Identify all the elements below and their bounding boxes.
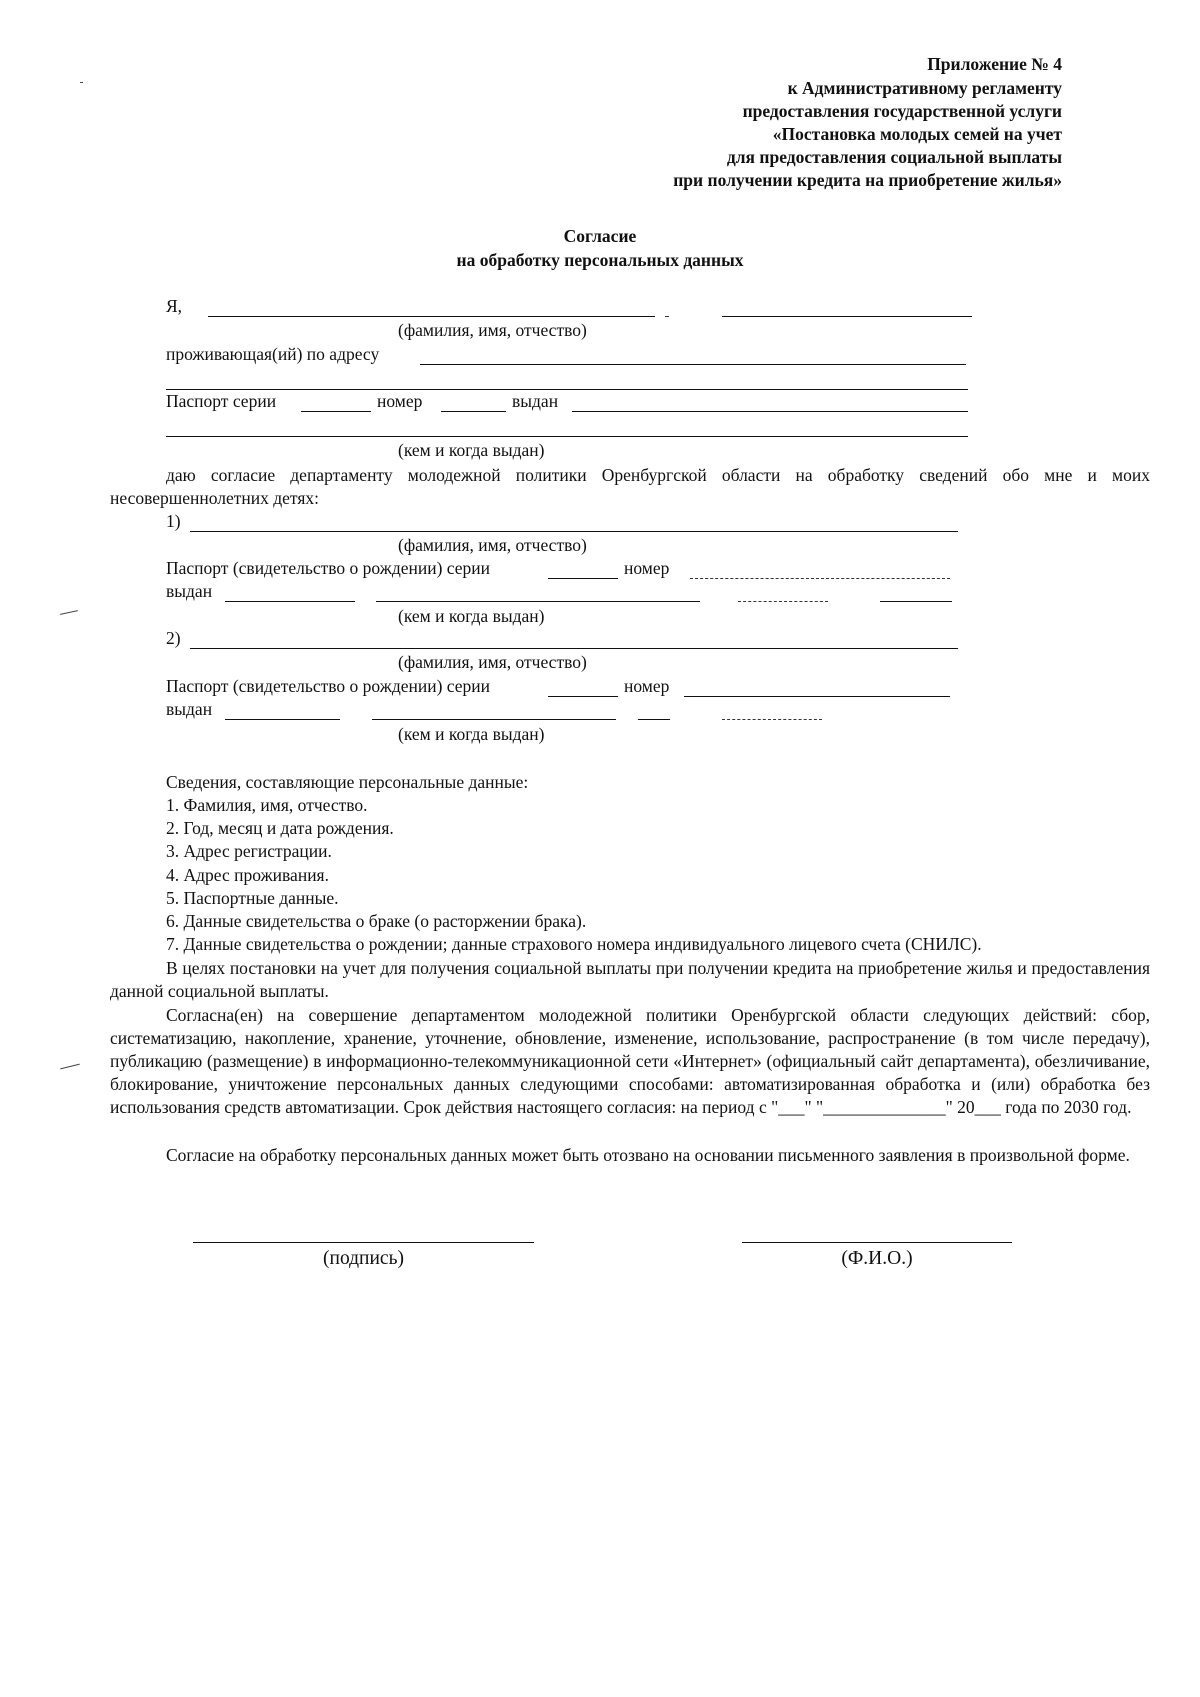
data-list-item: 4. Адрес проживания.: [166, 865, 329, 885]
scan-dash: [738, 601, 828, 602]
child-2-issued-caption: (кем и когда выдан): [398, 724, 545, 744]
child-2-issued-label: выдан: [166, 699, 213, 719]
applicant-fio-caption: (фамилия, имя, отчество): [398, 320, 587, 340]
signature-caption: (подпись): [323, 1248, 404, 1269]
child-1-issued-line-b[interactable]: [376, 601, 700, 602]
child-2-fio-caption: (фамилия, имя, отчество): [398, 652, 587, 672]
child-1-fio-line[interactable]: [190, 531, 958, 532]
data-list-item: 7. Данные свидетельства о рождении; данные страхового номера индивидуального лицевого счета (СНИЛС).: [166, 934, 982, 954]
passport-issued-label: выдан: [512, 391, 559, 411]
child-1-number: 1): [166, 511, 181, 531]
address-line[interactable]: [420, 364, 966, 365]
child-2-series-line[interactable]: [548, 696, 618, 697]
passport-series-line[interactable]: [301, 411, 371, 412]
passport-number-line[interactable]: [441, 411, 506, 412]
scan-mark: [80, 82, 83, 83]
child-2-number: 2): [166, 628, 181, 648]
header-line-3: «Постановка молодых семей на учет: [772, 124, 1062, 144]
child-1-doc-label: Паспорт (свидетельство о рождении) серии: [166, 558, 491, 578]
data-list-item: 6. Данные свидетельства о браке (о расторжении брака).: [166, 911, 587, 931]
consent-intro: даю согласие департаменту молодежной политики Оренбургской области на обработку сведений обо мне и моих несовершеннолетних детях:: [110, 465, 1150, 508]
child-2-number-line[interactable]: [684, 696, 950, 697]
purpose-paragraph: В целях постановки на учет для получения социальной выплаты при получении кредита на приобретение жилья и предоставления данной социальной выплаты.: [110, 958, 1150, 1001]
passport-number-label: номер: [377, 391, 423, 411]
child-1-issued-line-c[interactable]: [880, 601, 952, 602]
child-1-number-label: номер: [624, 558, 670, 578]
passport-series-label: Паспорт серии: [166, 391, 277, 411]
child-2-doc-label: Паспорт (свидетельство о рождении) серии: [166, 676, 491, 696]
data-list-item: 3. Адрес регистрации.: [166, 841, 332, 861]
child-2-issued-line-c[interactable]: [638, 719, 670, 720]
child-1-issued-line[interactable]: [225, 601, 355, 602]
signature-line[interactable]: [193, 1242, 534, 1243]
passport-issued-line[interactable]: [572, 411, 968, 412]
child-2-number-label: номер: [624, 676, 670, 696]
child-1-fio-caption: (фамилия, имя, отчество): [398, 535, 587, 555]
fio-signature-line[interactable]: [742, 1242, 1012, 1243]
address-label: проживающая(ий) по адресу: [166, 344, 380, 364]
header-line-1: к Административному регламенту: [787, 78, 1062, 98]
applicant-fio-line-2[interactable]: [722, 316, 972, 317]
fio-signature-caption: (Ф.И.О.): [841, 1248, 913, 1269]
child-1-issued-label: выдан: [166, 581, 213, 601]
scan-dash: [665, 316, 669, 317]
data-list-item: 2. Год, месяц и дата рождения.: [166, 818, 394, 838]
data-list-heading: Сведения, составляющие персональные данные:: [166, 772, 529, 792]
document-title: Согласие: [563, 226, 637, 246]
child-1-issued-caption: (кем и когда выдан): [398, 606, 545, 626]
child-1-series-line[interactable]: [548, 578, 618, 579]
child-2-fio-line[interactable]: [190, 648, 958, 649]
applicant-fio-line[interactable]: [208, 316, 655, 317]
i-label: Я,: [166, 296, 183, 316]
child-2-issued-line[interactable]: [225, 719, 340, 720]
revoke-paragraph: Согласие на обработку персональных данных может быть отозвано на основании письменного заявления в произвольной форме.: [166, 1145, 1130, 1165]
data-list-item: 5. Паспортные данные.: [166, 888, 339, 908]
scan-mark: [60, 1064, 80, 1070]
header-line-5: при получении кредита на приобретение жилья»: [673, 170, 1062, 190]
scan-mark: [60, 610, 78, 615]
data-list-item: 1. Фамилия, имя, отчество.: [166, 795, 368, 815]
address-line-2[interactable]: [166, 389, 968, 390]
child-1-number-line[interactable]: [690, 578, 950, 579]
scan-dash: [722, 719, 822, 720]
appendix-number: Приложение № 4: [927, 54, 1062, 74]
passport-issued-line-2[interactable]: [166, 436, 968, 437]
header-line-2: предоставления государственной услуги: [742, 101, 1062, 121]
header-line-4: для предоставления социальной выплаты: [726, 147, 1062, 167]
child-2-issued-line-b[interactable]: [372, 719, 616, 720]
applicant-issued-caption: (кем и когда выдан): [398, 440, 545, 460]
actions-paragraph: Согласна(ен) на совершение департаментом молодежной политики Оренбургской области следующих действий: сбор, систематизацию, накопление, хранение, уточнение, обновление, изменение, использование, распространение (в том числе передачу), публикацию (размещение) в информационно-телекоммуникационной сети «Интернет» (официальный сайт департамента), обезличивание, блокирование, уничтожение персональных данных следующими способами: автоматизированная обработка и (или) обработка без использования средств автоматизации. Срок действия настоящего согласия: на период с "___" "______________" 20___ года по 2030 год.: [110, 1005, 1150, 1117]
document-subtitle: на обработку персональных данных: [456, 250, 744, 270]
